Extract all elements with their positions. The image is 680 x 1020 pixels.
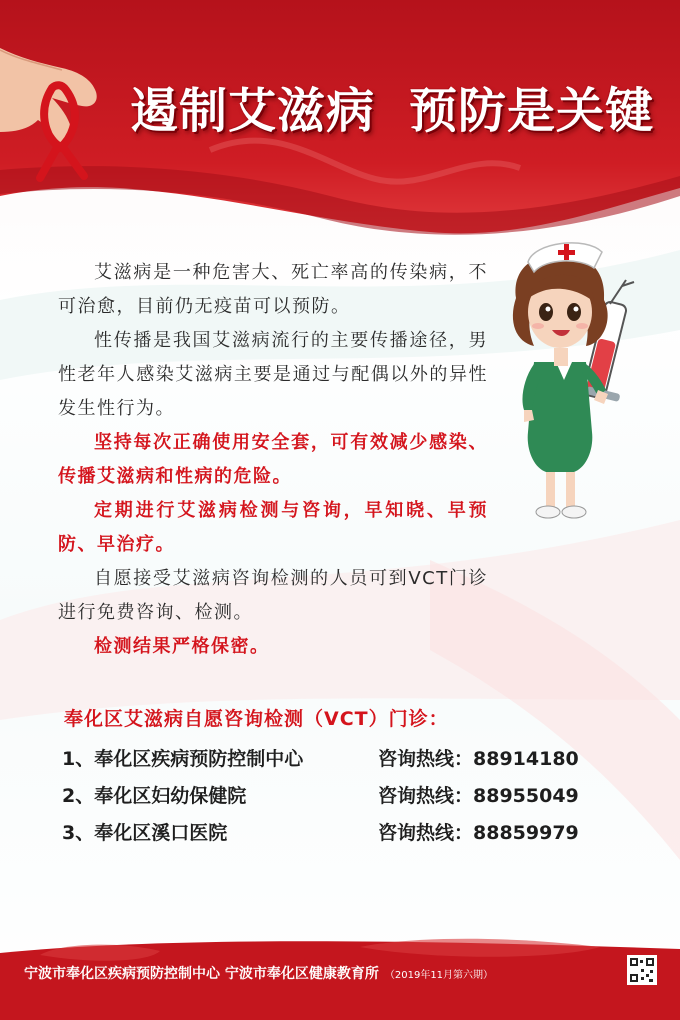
paragraph-1: 艾滋病是一种危害大、死亡率高的传染病，不可治愈，目前仍无疫苗可以预防。	[58, 262, 488, 317]
footer	[24, 963, 624, 983]
clinic-hotline: 咨询热线：88955049	[378, 785, 579, 807]
title-part-2: 预防是关键	[409, 83, 655, 139]
clinic-list	[62, 744, 622, 855]
clinic-hotline: 咨询热线：88859979	[378, 822, 579, 844]
hand-with-red-ribbon	[0, 28, 150, 198]
paragraph-2: 性传播是我国艾滋病流行的主要传播途径，男性老年人感染艾滋病主要是通过与配偶以外的异性发生性行为。	[58, 330, 488, 419]
qr-code-icon	[627, 955, 657, 985]
paragraph-3-emphasis: 坚持每次正确使用安全套，可有效减少感染、传播艾滋病和性病的危险。	[58, 432, 488, 487]
paragraph-4-emphasis: 定期进行艾滋病检测与咨询，早知晓、早预防、早治疗。	[58, 500, 488, 555]
clinic-name: 1、奉化区疾病预防控制中心	[62, 748, 304, 770]
body-text	[58, 256, 488, 664]
footer-organizations: 宁波市奉化区疾病预防控制中心 宁波市奉化区健康教育所	[24, 966, 379, 982]
list-item	[62, 781, 622, 818]
list-item	[62, 818, 622, 855]
paragraph-5: 自愿接受艾滋病咨询检测的人员可到VCT门诊进行免费咨询、检测。	[58, 568, 488, 623]
vct-heading: 奉化区艾滋病自愿咨询检测（VCT）门诊：	[64, 708, 449, 730]
poster-title	[130, 72, 655, 142]
clinic-name: 2、奉化区妇幼保健院	[62, 785, 247, 807]
list-item	[62, 744, 622, 781]
paragraph-6-emphasis: 检测结果严格保密。	[94, 636, 270, 657]
footer-issue: （2019年11月第六期）	[384, 970, 494, 981]
clinic-hotline: 咨询热线：88914180	[378, 748, 579, 770]
nurse-illustration	[494, 228, 654, 520]
clinic-name: 3、奉化区溪口医院	[62, 822, 228, 844]
title-part-1: 遏制艾滋病	[130, 83, 376, 139]
